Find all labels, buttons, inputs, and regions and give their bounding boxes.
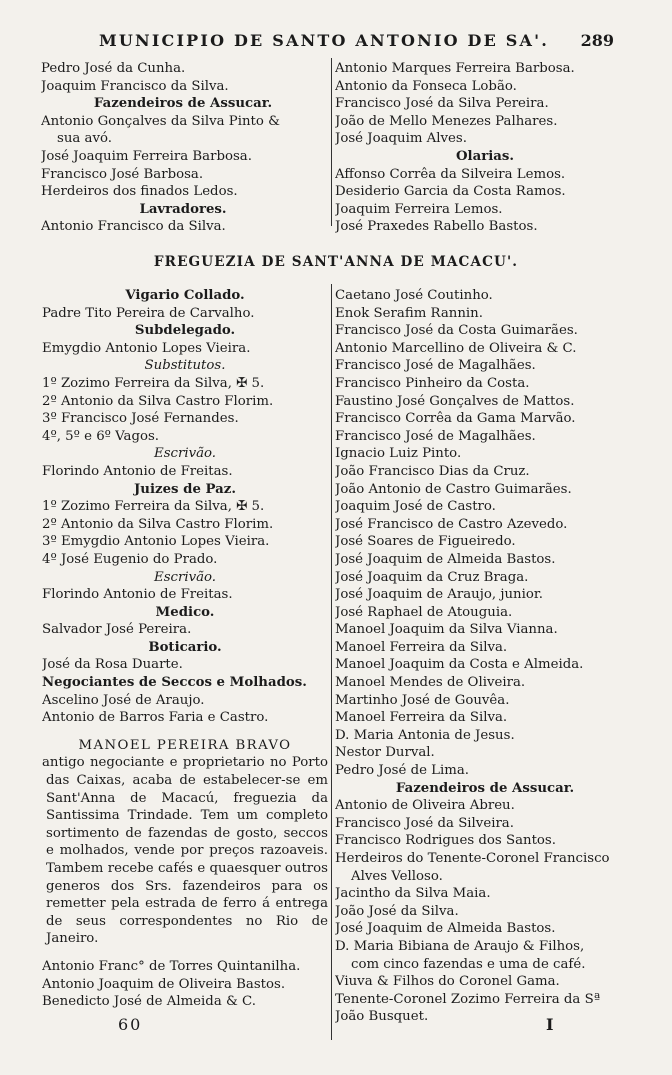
list-entry: Pedro José de Lima. bbox=[335, 763, 470, 779]
list-entry: Negociantes de Seccos e Molhados. bbox=[42, 675, 307, 691]
list-entry: José Joaquim de Almeida Bastos. bbox=[335, 921, 556, 937]
list-entry: Francisco José da Silva Pereira. bbox=[335, 96, 549, 112]
advert-title: MANOEL PEREIRA BRAVO bbox=[78, 737, 292, 753]
left-column bbox=[42, 287, 328, 1011]
list-entry: Subdelegado. bbox=[134, 323, 236, 339]
list-entry: Jacintho da Silva Maia. bbox=[335, 886, 491, 902]
list-entry: Juizes de Paz. bbox=[134, 481, 236, 497]
list-entry: Francisco José da Costa Guimarães. bbox=[335, 323, 578, 339]
list-entry: Affonso Corrêa da Silveira Lemos. bbox=[335, 166, 566, 182]
list-entry: Antonio Joaquim de Oliveira Bastos. bbox=[42, 976, 286, 992]
left-after-list bbox=[42, 958, 328, 1011]
list-entry: Manoel Ferreira da Silva. bbox=[335, 639, 508, 655]
list-entry: José Joaquim Alves. bbox=[335, 131, 467, 147]
list-entry: José Soares de Figueiredo. bbox=[335, 534, 516, 550]
page-title: MUNICIPIO DE SANTO ANTONIO DE SA'. bbox=[98, 31, 550, 50]
list-entry: 1º Zozimo Ferreira da Silva, ✠ 5. bbox=[42, 499, 265, 515]
list-entry: Francisco José de Magalhães. bbox=[335, 358, 536, 374]
list-entry: Alves Velloso. bbox=[351, 868, 443, 884]
list-entry: Manoel Joaquim da Costa e Almeida. bbox=[335, 657, 584, 673]
page-number: 289 bbox=[580, 31, 614, 50]
list-entry: Salvador José Pereira. bbox=[42, 622, 192, 638]
list-entry: José Praxedes Rabello Bastos. bbox=[335, 219, 538, 235]
list-entry: Enok Serafim Rannin. bbox=[335, 305, 483, 321]
list-entry: Antonio de Barros Faria e Castro. bbox=[42, 710, 269, 726]
list-entry: João Busquet. bbox=[335, 1009, 429, 1025]
right-column bbox=[335, 287, 635, 1026]
list-entry: João de Mello Menezes Palhares. bbox=[335, 113, 558, 129]
list-entry: Antonio da Fonseca Lobão. bbox=[335, 78, 517, 94]
list-entry: Olarias. bbox=[455, 148, 515, 164]
list-entry: Nestor Durval. bbox=[335, 745, 435, 761]
list-entry: José Francisco de Castro Azevedo. bbox=[335, 516, 568, 532]
list-entry: José Joaquim de Almeida Bastos. bbox=[335, 551, 556, 567]
list-entry: Boticario. bbox=[148, 639, 222, 655]
list-entry: D. Maria Antonia de Jesus. bbox=[335, 727, 515, 743]
list-entry: 1º Zozimo Ferreira da Silva, ✠ 5. bbox=[42, 375, 265, 391]
list-entry: Florindo Antonio de Freitas. bbox=[42, 587, 233, 603]
list-entry: José Joaquim da Cruz Braga. bbox=[335, 569, 529, 585]
list-entry: 4º, 5º e 6º Vagos. bbox=[42, 428, 160, 444]
page-header bbox=[0, 29, 672, 53]
list-entry: Joaquim Ferreira Lemos. bbox=[335, 201, 503, 217]
section-title: FREGUEZIA DE SANT'ANNA DE MACACU'. bbox=[153, 254, 519, 270]
list-entry: sua avó. bbox=[57, 131, 112, 147]
list-entry: 3º Francisco José Fernandes. bbox=[42, 411, 239, 427]
list-entry: Herdeiros dos finados Ledos. bbox=[41, 184, 238, 200]
list-entry: Viuva & Filhos do Coronel Gama. bbox=[335, 974, 560, 990]
list-entry: Joaquim Francisco da Silva. bbox=[41, 78, 229, 94]
list-entry: Tenente-Coronel Zozimo Ferreira da Sª bbox=[335, 991, 601, 1007]
list-entry: Substitutos. bbox=[144, 358, 226, 374]
list-entry: Escrivão. bbox=[153, 569, 217, 585]
list-entry: Vigario Collado. bbox=[125, 288, 245, 303]
list-entry: Florindo Antonio de Freitas. bbox=[42, 463, 233, 479]
list-entry: João Francisco Dias da Cruz. bbox=[335, 463, 530, 479]
list-entry: Fazendeiros de Assucar. bbox=[395, 780, 575, 796]
advert-body: antigo negociante e proprietario no Porto das Caixas, acaba de estabelecer-se em Sant'Anna de Macacú, freguezia da Santissima Trindade. Tem um completo sortimento de fazendas de gosto, seccos e molhados, vende por preços razoaveis. Tambem recebe cafés e quaesquer outros generos dos Srs. fazendeiros para os remetter pela estrada de ferro á entrega de seus correspondentes no Rio de Janeiro. bbox=[42, 755, 328, 947]
list-entry: Manoel Mendes de Oliveira. bbox=[335, 675, 526, 691]
list-entry: 2º Antonio da Silva Castro Florim. bbox=[42, 393, 274, 409]
list-entry: Caetano José Coutinho. bbox=[335, 288, 493, 303]
list-entry: 4º José Eugenio do Prado. bbox=[42, 551, 218, 567]
list-entry: Benedicto José de Almeida & C. bbox=[42, 994, 256, 1010]
column-divider-top bbox=[331, 58, 332, 226]
list-entry: Francisco José da Silveira. bbox=[335, 815, 514, 831]
list-entry: Desiderio Garcia da Costa Ramos. bbox=[335, 184, 566, 200]
list-entry: Joaquim José de Castro. bbox=[335, 499, 496, 515]
list-entry: Faustino José Gonçalves de Mattos. bbox=[335, 393, 575, 409]
list-entry: D. Maria Bibiana de Araujo & Filhos, bbox=[335, 938, 585, 954]
list-entry: Pedro José da Cunha. bbox=[41, 61, 186, 76]
list-entry: Herdeiros do Tenente-Coronel Francisco bbox=[335, 851, 610, 866]
list-entry: 3º Emygdio Antonio Lopes Vieira. bbox=[42, 534, 270, 550]
list-entry: José da Rosa Duarte. bbox=[42, 657, 183, 673]
list-entry: Francisco José Barbosa. bbox=[41, 166, 204, 182]
list-entry: Ascelino José de Araujo. bbox=[42, 692, 205, 708]
list-entry: José Joaquim Ferreira Barbosa. bbox=[41, 148, 252, 164]
list-entry: Antonio de Oliveira Abreu. bbox=[335, 798, 515, 814]
list-entry: Francisco Pinheiro da Costa. bbox=[335, 375, 530, 391]
list-entry: José Joaquim de Araujo, junior. bbox=[335, 587, 543, 603]
list-entry: Manoel Ferreira da Silva. bbox=[335, 710, 508, 726]
list-entry: Escrivão. bbox=[153, 446, 217, 462]
list-entry: Ignacio Luiz Pinto. bbox=[335, 446, 462, 462]
list-entry: Antonio Francisco da Silva. bbox=[41, 219, 226, 235]
footer-right: I bbox=[546, 1015, 554, 1034]
list-entry: Francisco Rodrigues dos Santos. bbox=[335, 833, 556, 849]
list-entry: Antonio Gonçalves da Silva Pinto & bbox=[41, 113, 280, 129]
list-entry: Medico. bbox=[155, 604, 215, 620]
top-left-list bbox=[41, 60, 325, 236]
list-entry: Padre Tito Pereira de Carvalho. bbox=[42, 305, 255, 321]
list-entry: Martinho José de Gouvêa. bbox=[335, 692, 510, 708]
left-list bbox=[42, 287, 328, 727]
column-divider-main bbox=[331, 284, 332, 1040]
list-entry: Fazendeiros de Assucar. bbox=[93, 96, 273, 112]
list-entry: José Raphael de Atouguia. bbox=[335, 604, 513, 620]
list-entry: Antonio Marcellino de Oliveira & C. bbox=[335, 340, 577, 356]
list-entry: Francisco José de Magalhães. bbox=[335, 428, 536, 444]
list-entry: Lavradores. bbox=[139, 201, 227, 217]
list-entry: Emygdio Antonio Lopes Vieira. bbox=[42, 340, 251, 356]
top-right-list bbox=[335, 60, 635, 236]
list-entry: Manoel Joaquim da Silva Vianna. bbox=[335, 622, 558, 638]
list-entry: João José da Silva. bbox=[335, 903, 459, 919]
list-entry: Antonio Franc° de Torres Quintanilha. bbox=[42, 958, 301, 974]
list-entry: Antonio Marques Ferreira Barbosa. bbox=[335, 61, 575, 76]
footer-left: 60 bbox=[118, 1015, 143, 1034]
list-entry: com cinco fazendas e uma de café. bbox=[351, 956, 586, 972]
list-entry: 2º Antonio da Silva Castro Florim. bbox=[42, 516, 274, 532]
list-entry: João Antonio de Castro Guimarães. bbox=[335, 481, 572, 497]
list-entry: Francisco Corrêa da Gama Marvão. bbox=[335, 411, 576, 427]
